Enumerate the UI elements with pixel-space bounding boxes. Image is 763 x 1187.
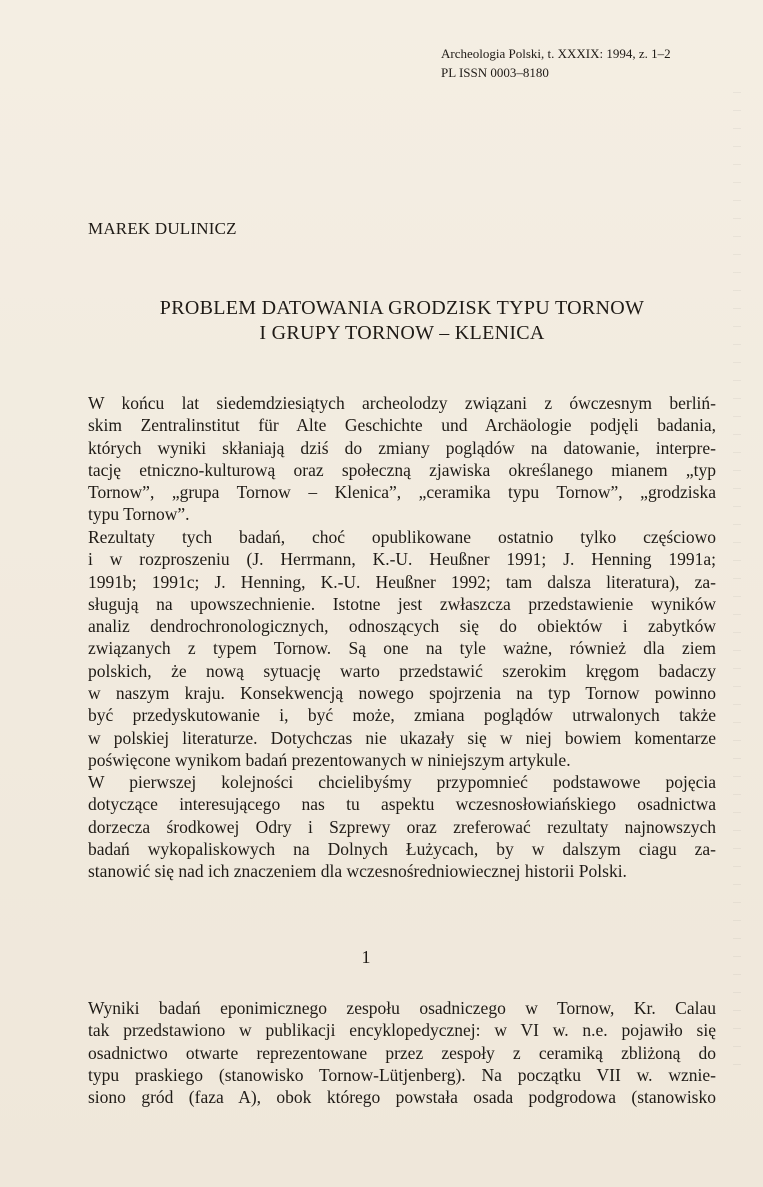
section-number: 1	[361, 947, 371, 967]
paragraph-4	[88, 997, 716, 1108]
paragraph-3-line-5: stanowić się nad ich znaczeniem dla wczesnośredniowiecznej historii Polski.	[88, 861, 627, 882]
journal-citation: Archeologia Polski, t. XXXIX: 1994, z. 1–2	[441, 46, 671, 61]
paragraph-3-line-1: W pierwszej kolejności chcielibyśmy przypomnieć podstawowe pojęcia	[88, 772, 716, 792]
paragraph-4-line-2: tak przedstawiono w publikacji encyklopedycznej: w VI w. n.e. pojawiło się	[88, 1020, 716, 1041]
paragraph-2-line-1: Rezultaty tych badań, choć opublikowane ostatnio tylko częściowo	[88, 527, 716, 547]
paragraph-1-line-6: typu Tornow”.	[88, 504, 190, 525]
paragraph-2-line-8: w naszym kraju. Konsekwencją nowego spojrzenia na typ Tornow powinno	[88, 683, 716, 704]
paragraph-2-line-4: sługują na upowszechnienie. Istotne jest zwłaszcza przedstawienie wyników	[88, 593, 716, 614]
bleed-through-shadow	[733, 92, 741, 1072]
paragraph-1-line-2: skim Zentralinstitut für Alte Geschichte und Archäologie podjęli badania,	[88, 415, 716, 436]
title-line-2: I GRUPY TORNOW – KLENICA	[259, 322, 545, 344]
paragraph-1	[88, 392, 716, 526]
paragraph-1-line-4: tację etniczno-kulturową oraz społeczną zjawiska określanego mianem „typ	[88, 459, 716, 480]
paragraph-3-line-4: badań wykopaliskowych na Dolnych Łużycach, by w dalszym ciagu za-	[88, 838, 716, 859]
article-title	[92, 296, 712, 346]
author-name: MAREK DULINICZ	[88, 219, 237, 238]
paragraph-2-line-5: analiz dendrochronologicznych, odnoszących się do obiektów i zabytków	[88, 616, 716, 637]
paragraph-2-line-3: 1991b; 1991c; J. Henning, K.-U. Heußner 1992; tam dalsza literatura), za-	[88, 571, 716, 592]
paragraph-2-line-2: i w rozproszeniu (J. Herrmann, K.-U. Heußner 1991; J. Henning 1991a;	[88, 549, 716, 570]
issn-line: PL ISSN 0003–8180	[441, 65, 549, 80]
paragraph-2	[88, 526, 716, 771]
journal-header	[441, 44, 711, 82]
paragraph-4-line-3: osadnictwo otwarte reprezentowane przez zespoły z ceramiką zbliżoną do	[88, 1042, 716, 1063]
paragraph-2-line-9: być przedyskutowanie i, być może, zmiana poglądów utrwalonych także	[88, 705, 716, 726]
paragraph-1-line-3: których wyniki skłaniają dziś do zmiany poglądów na datowanie, interpre-	[88, 437, 716, 458]
paragraph-4-line-4: typu praskiego (stanowisko Tornow-Lütjenberg). Na początku VII w. wznie-	[88, 1064, 716, 1085]
paragraph-1-line-5: Tornow”, „grupa Tornow – Klenica”, „ceramika typu Tornow”, „grodziska	[88, 482, 716, 503]
paragraph-3-line-3: dorzecza środkowej Odry i Szprewy oraz zreferować rezultaty najnowszych	[88, 816, 716, 837]
paragraph-2-line-11: poświęcone wynikom badań prezentowanych w niniejszym artykule.	[88, 749, 571, 770]
paragraph-4-line-1: Wyniki badań eponimicznego zespołu osadniczego w Tornow, Kr. Calau	[88, 998, 716, 1018]
title-line-1: PROBLEM DATOWANIA GRODZISK TYPU TORNOW	[159, 297, 645, 319]
paragraph-2-line-6: związanych z typem Tornow. Są one na tyle ważne, również dla ziem	[88, 638, 716, 659]
paragraph-3	[88, 771, 716, 882]
paragraph-2-line-10: w polskiej literaturze. Dotychczas nie ukazały się w niej bowiem komentarze	[88, 727, 716, 748]
paragraph-3-line-2: dotyczące interesującego nas tu aspektu wczesnosłowiańskiego osadnictwa	[88, 794, 716, 815]
paragraph-1-line-1: W końcu lat siedemdziesiątych archeolodzy związani z ówczesnym berliń-	[88, 393, 716, 413]
paragraph-4-line-5: siono gród (faza A), obok którego powstała osada podgrodowa (stanowisko	[88, 1087, 716, 1108]
paragraph-2-line-7: polskich, że nową sytuację warto przedstawić szerokim kręgom badaczy	[88, 660, 716, 681]
